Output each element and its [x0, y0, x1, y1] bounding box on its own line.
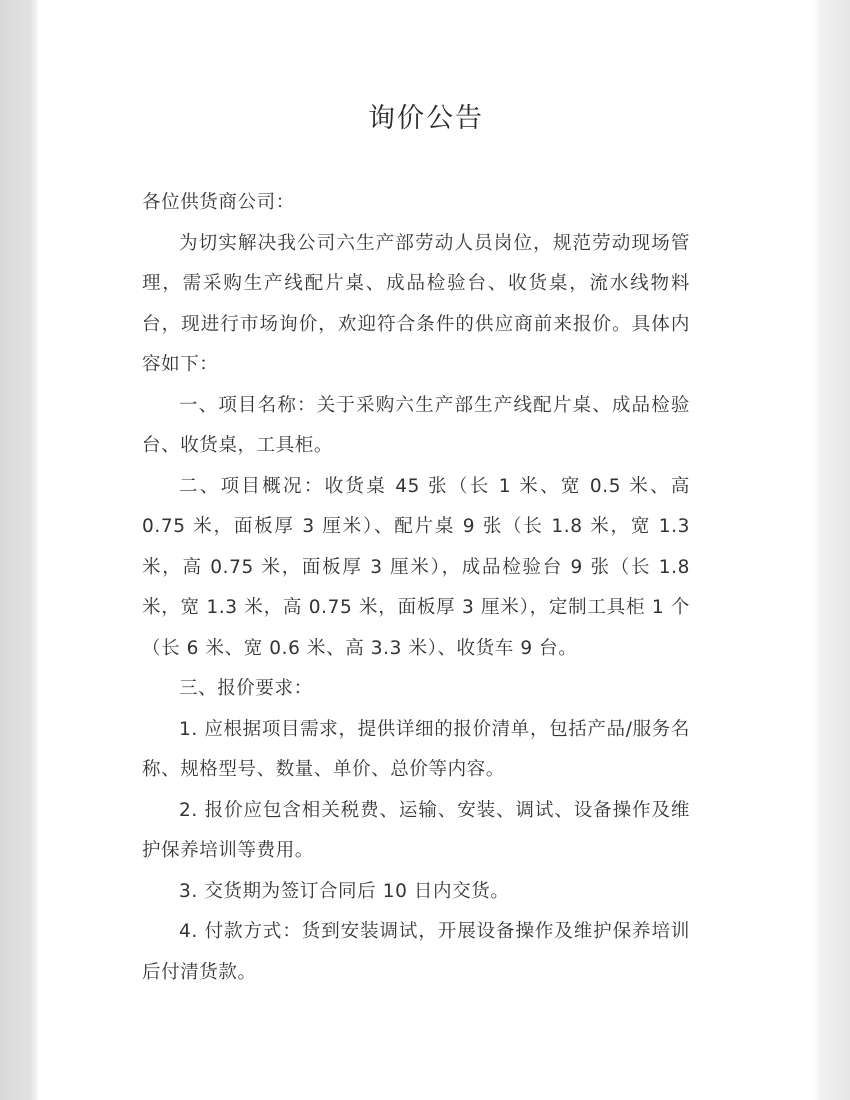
requirement-item-3: 3. 交货期为签订合同后 10 日内交货。 [179, 880, 510, 902]
document-body [142, 183, 690, 993]
project-overview-paragraph: 二、项目概况：收货桌 45 张（长 1 米、宽 0.5 米、高 0.75 米，面板厚 3 厘米）、配片桌 9 张（长 1.8 米，宽 1.3 米，高 0.75 米，面板厚 3 厘米），成品检验台 9 张（长 1.8 米，宽 1.3 米，高 0.75 米，面板厚 3 厘米），定制工具柜 1 个（长 6 米、宽 0.6 米、高 3.3 米）、收货车 9 台。 [142, 475, 690, 659]
scan-shadow-left [0, 0, 38, 1100]
document-title: 询价公告 [368, 103, 484, 134]
scan-shadow-right [814, 0, 850, 1100]
intro-paragraph: 为切实解决我公司六生产部劳动人员岗位，规范劳动现场管理，需采购生产线配片桌、成品检验台、收货桌，流水线物料台，现进行市场询价，欢迎符合条件的供应商前来报价。具体内容如下： [142, 232, 690, 375]
salutation: 各位供货商公司： [142, 192, 295, 213]
requirement-item-1: 1. 应根据项目需求，提供详细的报价清单，包括产品/服务名称、规格型号、数量、单价、总价等内容。 [142, 718, 690, 780]
quote-requirements-heading: 三、报价要求： [179, 678, 313, 699]
project-name-paragraph: 一、项目名称：关于采购六生产部生产线配片桌、成品检验台、收货桌，工具柜。 [142, 394, 690, 456]
document-page [38, 0, 814, 1100]
requirement-item-2: 2. 报价应包含相关税费、运输、安装、调试、设备操作及维护保养培训等费用。 [142, 799, 690, 861]
requirement-item-4: 4. 付款方式：货到安装调试，开展设备操作及维护保养培训后付清货款。 [142, 921, 690, 983]
